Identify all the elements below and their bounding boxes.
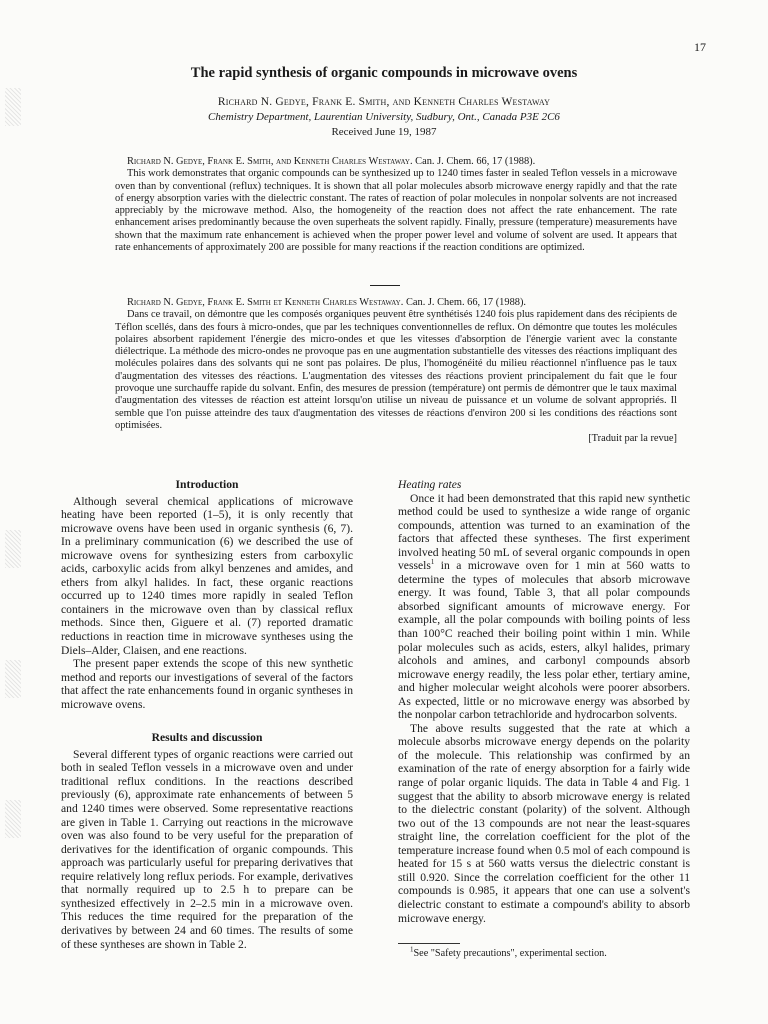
abstract-french [115,297,677,446]
paragraph-text: Once it had been demonstrated that this rapid new synthetic method could be used to synthesize a wide range of organic compounds, attention was turned to an examination of the factors that affected these syntheses. The first experiment involved heating 50 mL of several organic compounds in open vessels [398,491,690,573]
authors: Richard N. Gedye, Frank E. Smith, and Kenneth Charles Westaway [217,96,551,108]
paragraph [398,492,690,722]
citation-journal: Can. J. Chem. 66, 17 (1988). [415,156,536,167]
affiliation: Chemistry Department, Laurentian University, Sudbury, Ont., Canada P3E 2C6 [208,111,560,123]
paper-title: The rapid synthesis of organic compounds in microwave ovens [190,65,578,81]
scan-artifact [5,800,21,838]
footnote-text: See "Safety precautions", experimental section. [413,948,607,959]
citation-line [115,156,677,168]
received-date: Received June 19, 1987 [331,126,437,138]
subsection-heading-heating-rates: Heating rates [398,478,462,491]
section-heading-results: Results and discussion [151,731,263,745]
abstract-english [115,156,677,254]
footnote-rule [398,943,460,944]
scan-artifact [5,530,21,568]
citation-authors: Richard N. Gedye, Frank E. Smith, and Kenneth Charles Westaway. [127,156,413,167]
footnote [410,945,607,959]
scan-artifact [5,660,21,698]
page-number: 17 [694,40,706,54]
abstract-text: This work demonstrates that organic compounds can be synthesized up to 1240 times faster in sealed Teflon vessels in a microwave oven than by conventional (reflux) techniques. It is shown that all polar molecules absorb microwave energy rapidly and that the rate of energy absorption varies with the dielectric constant. The rates of reaction of polar molecules in nonpolar solvents are not increased appreciably by the microwave method. Also, the homogeneity of the reaction does not affect the rate enhancement. The rate enhancement arises predominantly because the oven superheats the solvent rapidly. Finally, pressure (temperature) measurements have shown that the maximum rate enhancement is achieved when the proper power level and volume of solvent are used. It appears that rate enhancements of approximately 200 are possible for many reactions if the reaction conditions are optimized. [115,168,677,254]
footnote-reference: 1 [430,558,435,567]
abstract-divider [370,285,400,286]
section-heading-introduction: Introduction [175,478,239,491]
footnote-mark: 1 [410,945,414,954]
citation-authors: Richard N. Gedye, Frank E. Smith et Kenneth Charles Westaway. [127,297,404,308]
citation-journal: Can. J. Chem. 66, 17 (1988). [405,297,527,308]
paragraph: The above results suggested that the rate at which a molecule absorbs microwave energy depends on the polarity of the molecule. This relationship was confirmed by an examination of the rate of energy absorption for a fairly wide range of polar organic liquids. The data in Table 4 and Fig. 1 suggest that the ability to absorb microwave energy is related to the dielectric constant (polarity) of the solvent. Although two out of the 13 compounds are not near the least-squares straight line, the correlation coefficient for the plot of the temperature increase found when 0.5 mol of each compound is heated for 15 s at 560 watts versus the dielectric constant is still 0.920. Since the correlation coefficient for the other 11 compounds is 0.985, it appears that one can use a solvent's dielectric constant to estimate a compound's ability to absorb microwave energy. [398,721,690,925]
paragraph: Several different types of organic reactions were carried out both in sealed Teflon vessels in a microwave oven and under traditional reflux conditions. In the reactions described previously (6), approximate rate enhancements of between 5 and 1240 times were observed. Some representative reactions are given in Table 1. Carrying out reactions in the microwave oven was also found to be very useful for the preparation of derivatives for the identification of organic compounds. This approach was particularly useful for preparing derivatives that require relatively long reflux periods. For example, derivatives that normally required up to 2.5 h to prepare can be synthesized effectively in 2–2.5 min in a microwave oven. This reduces the time required for the preparation of the derivatives by between 24 and 60 times. The results of some of these syntheses are shown in Table 2. [61,747,353,951]
right-column [398,478,690,925]
abstract-text: Dans ce travail, on démontre que les composés organiques peuvent être synthétisés 1240 fois plus rapidement dans des récipients de Téflon scellés, dans des fours à micro-ondes, que par les techniques conventionnelles de reflux. On démontre que toutes les molécules polaires absorbent rapidement l'énergie des micro-ondes et que les vitesses d'absorption de l'énergie varient avec la constante diélectrique. La méthode des micro-ondes ne provoque pas en une augmentation substantielle des vitesses des réactions impliquant des molécules polaires dans des solvants qui ne sont pas polaires. De plus, l'homogénéité du milieu réactionnel n'influence pas le taux d'augmentation des vitesses des réactions. L'augmentation des vitesses des réactions provient principalement du fait que le four provoque une surchauffe rapide du solvant. Enfin, des mesures de pression (température) ont permis de démontrer que le taux maximal d'augmentation des vitesses de réaction est atteint lorsqu'on utilise un niveau de puissance et un volume de solvant appropriés. Il semble que l'on puisse atteindre des taux d'augmentation des vitesses de réactions d'environ 200 si les conditions des réactions sont optimisées. [115,309,677,431]
paragraph: Although several chemical applications of microwave heating have been reported (1–5), it is only recently that microwave ovens have been used in organic synthesis (6, 7). In a preliminary communication (6) we described the use of microwave ovens for synthesizing esters from carboxylic acids, carboxylic acids from alkyl benzenes and amides, and ethers from alkyl halides. In fact, these organic reactions occurred up to 1240 times more rapidly in sealed Teflon containers in the microwave oven than by classical reflux methods. Since then, Giguere et al. (7) reported dramatic reductions in reaction time in microwave syntheses using the Diels–Alder, Claisen, and ene reactions. [61,494,353,657]
citation-line [115,297,677,309]
paragraph: The present paper extends the scope of this new synthetic method and reports our investigations of several of the factors that affect the rate enhancements found in organic syntheses in microwave ovens. [61,657,353,711]
left-column [61,478,353,951]
paragraph-text: in a microwave oven for 1 min at 560 watts to determine the types of molecules that absorb microwave energy. It was found, Table 3, that all polar compounds absorbed significant amounts of microwave energy. For example, all the polar compounds with boiling points of less than 100°C reached their boiling point within 1 min. While polar molecules such as acids, esters, alkyl halides, primary alcohols and amines, and carbonyl compounds absorb microwave energy readily, the less polar ether, tertiary amine, and higher molecular weight alcohols were poorer absorbers. As expected, little or no microwave energy was absorbed by the nonpolar carbon tetrachloride and hydrocarbon solvents. [398,559,690,722]
translation-note: [Traduit par la revue] [588,433,677,445]
